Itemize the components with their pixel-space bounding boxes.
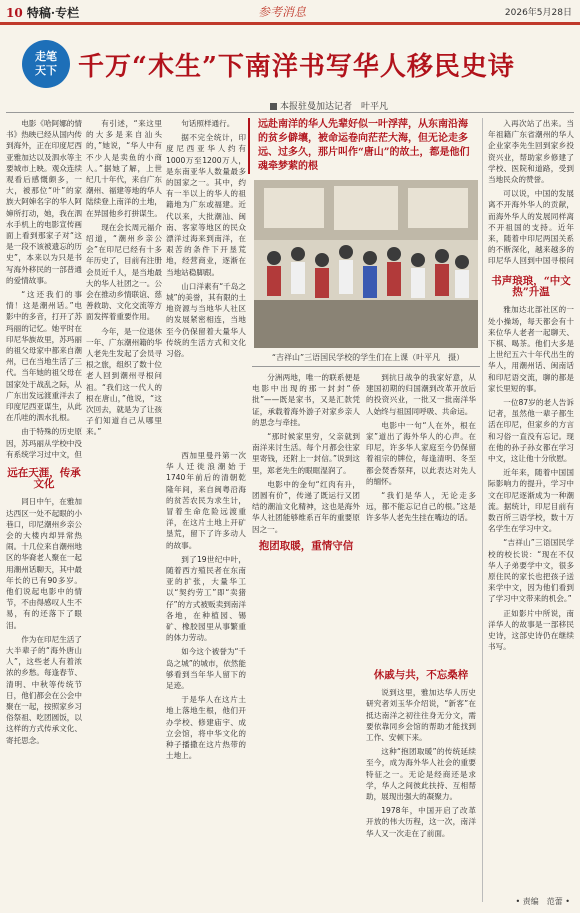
- editor-credit: • 责编 范蕾 •: [515, 897, 570, 906]
- subhead-3: 休戚与共，不忘桑梓: [373, 669, 469, 681]
- paragraph: 这种“抱团取暖”的传统延续至今，成为海外华人社会的重要特征之一。无论是经商还是求学，华人之间彼此扶持、互相帮助，展现出强大的凝聚力。: [366, 747, 476, 802]
- paragraph: “吉祥山”三语国民学校的校长说：“现在不仅华人子弟要学中文，很多原住民的家长也把孩子送来学中文，因为他们看到了学习中文带来的机会。”: [488, 538, 574, 604]
- article-column-3: [166, 118, 246, 448]
- paragraph: 今年，是一位退休一年、广东潮州籍的华人老先生发起了会员寻根之旅，组织了数十位老人回到潮州寻根问祖。“我们这一代人的根在唐山，”他说，“这次回去，就是为了让孩子们知道自己从哪里来。”: [86, 326, 162, 437]
- paragraph: “这还我们的事情！这是潮州话。”电影中的多音，打开了苏玛丽的记忆。她平时在印尼华族故里，苏玛丽的祖父母家中都来自潮州，已在当地生活了三代。当年她的祖父母在国家处于战乱之际，从广东出发远渡重洋去了印度尼西亚谋生，从此在爪哇的泗水扎根。: [6, 290, 82, 423]
- article-column-4: [252, 372, 360, 902]
- badge-line-2: 天下: [35, 64, 57, 77]
- article-column-1: [6, 118, 82, 460]
- masthead: 参考消息: [258, 5, 307, 19]
- paragraph: 山口洋素有“千岛之城”的美誉，其有限的土地资源与当地华人社区的发展紧密相连，当地至今仍保留着大量华人传统的生活方式和文化习俗。: [166, 281, 246, 359]
- paragraph: 一位87岁的老人告诉记者，虽然他一辈子都生活在印尼，但家乡的方言和习俗一直没有忘记。现在他的孙子孙女都在学习中文，这让他十分欣慰。: [488, 398, 574, 464]
- article-column-5: [366, 372, 476, 662]
- badge-line-1: 走笔: [35, 50, 57, 63]
- title-rule: [6, 112, 574, 113]
- byline-square-icon: [270, 103, 277, 110]
- paragraph: 据不完全统计，印度尼西亚华人约有1000万至1200万人，是东南亚华人数量最多的国家之一。其中，约有一半以上的华人的祖籍地为广东或福建。近代以来，大批潮汕、闽南、客家等地区的民众漂洋过海来到南洋，在艰苦的条件下开垦荒地，经营商业，逐渐在当地站稳脚跟。: [166, 133, 246, 277]
- paragraph: 到了19世纪中叶，随着西方殖民者在东南亚的扩张，大量华工以“契约劳工”即“卖猪仔”的方式被贩卖到南洋各地，在种植园、锡矿、橡胶园里从事繁重的体力劳动。: [166, 554, 246, 643]
- page-section-label: [6, 4, 79, 21]
- classroom-photo: [254, 180, 478, 348]
- paragraph: “我们是华人，无论走多远，都不能忘记自己的根。”这是许多华人老先生挂在嘴边的话。: [366, 491, 476, 523]
- section-name: 特稿·专栏: [26, 6, 80, 20]
- article-column-6: [488, 118, 574, 268]
- photo-rule: [252, 366, 480, 367]
- header-rule: [0, 22, 580, 25]
- byline: [270, 99, 388, 112]
- subhead-4: 书声琅琅，“中文热”升温: [491, 275, 571, 299]
- paragraph: 由于特殊的历史原因，苏玛丽从学校中没有系统学习过中文，但: [6, 427, 82, 459]
- paragraph: 现在会长周元福介绍道，“潮州乡亲公会”在印尼已经有十多年历史了，目前有注册会员近千人，是当地最大的华人社团之一。公会在推动乡情联谊、慈善救助、文化交流等方面发挥着重要作用。: [86, 222, 162, 322]
- paragraph: 电影中的金句“红肉有升，团圆有价”，传递了既运行又团结的潮汕文化精神，这也是海外华人社团能够维系百年的重要原因之一。: [252, 479, 360, 534]
- photo-caption: “吉祥山”三语国民学校的学生们在上课（叶平凡 摄）: [271, 353, 465, 362]
- paragraph: 作为在印尼生活了大半辈子的“海外唐山人”，这些老人有着浓浓的乡愁。每逢春节、清明、中秋等传统节日，他们都会在公会中聚在一起，按照家乡习俗祭祖、吃团圆饭，以这样的方式传承文化、寄托思念。: [6, 634, 82, 745]
- paragraph: 说到这里，雅加达华人历史研究者刘玉华介绍说，“新客”在抵达南洋之初往往身无分文，需要依靠同乡会馆的帮助才能找到工作、安顿下来。: [366, 688, 476, 743]
- paragraph: 可以说，中国的发展离不开海外华人的贡献，而海外华人的发展同样离不开祖国的支持。近年来，随着中印尼两国关系的不断深化，越来越多的印尼华人回到中国寻根问: [488, 189, 574, 266]
- paragraph: 分洲两地，唯一的联系便是电影中出现的那一封封“侨批”——既是家书，又是汇款凭证，承载着海外游子对家乡亲人的思念与牵挂。: [252, 373, 360, 427]
- headline: 千万“木生”下南洋书写华人移民史诗: [78, 52, 515, 82]
- paragraph: 雅加达北部社区的一处小操场，每天都会有十来位华人老者一起聊天、下棋、喝茶。他们大多是上世纪五六十年代出生的华人，用潮州话、闽南话和印尼语交流，聊的都是家长里短的事。: [488, 305, 574, 393]
- paragraph: 于是华人在这片土地上落地生根，他们开办学校、修建庙宇、成立会馆，将中华文化的种子播撒在这片热带的土地上。: [166, 695, 246, 761]
- paragraph: 近年来，随着中国国际影响力的提升，学习中文在印尼逐渐成为一种潮流。据统计，印尼目前有数百所三语学校，数十万名学生在学习中文。: [488, 468, 574, 534]
- article-column-6b: [488, 270, 574, 890]
- page-number: 10: [6, 6, 23, 20]
- paragraph: 入再次站了出来。当年祖籍广东省潮州的华人企业家李先生回到家乡投资兴业，帮助家乡修建了学校、医院和道路，受到当地民众的赞誉。: [488, 119, 574, 185]
- paragraph: 1978年，中国开启了改革开放的伟大历程，这一次，南洋华人又一次走在了前面。: [366, 806, 476, 838]
- article-column-3b: [166, 450, 246, 902]
- article-column-2: [86, 118, 162, 902]
- column-divider: [482, 118, 483, 902]
- subhead-1: 远在天涯，传承文化: [7, 467, 81, 491]
- paragraph: 电影中一句“人在外，根在家”道出了海外华人的心声。在印尼，许多华人家庭至今仍保留着祖宗的牌位，每逢清明、冬至都会焚香祭拜，以此表达对先人的缅怀。: [366, 420, 476, 486]
- paragraph: 同日中午，在雅加达西区一处不起眼的小巷口，印尼潮州乡亲公会的大楼内却异常热闹。十几位来自潮州地区的华裔老人聚在一起用潮州话聊天，其中最年长的已有90多岁。他们说起电影中的情节，不由得感叹人生不易，有的还落下了眼泪。: [6, 497, 82, 630]
- article-column-1b: [6, 462, 82, 902]
- column-badge: [22, 40, 70, 88]
- classroom-photo-illustration: [254, 180, 478, 348]
- paragraph: 电影《哈阿娜的情书》热映已经从国内传到海外，正在印度尼西亚雅加达以及泗水等主要城市上映。观众连续观看后感慨颇多，一大，被那位“叶”的家族大阿婶名字的华人阿婶所打动，她，我在泗水手机上的电影宣传画面上看到那家子对“这是一段不该被遗忘的历史”，本来以为只是书写海外移民的一部普通的爱情故事。: [6, 119, 82, 285]
- paragraph: 如今这个被誉为“千岛之城”的城市，依然能够看到当年华人留下的足迹。: [166, 647, 246, 691]
- paragraph: 有引述，“来这里的大多是来自汕头的，”她说，“华人中有不少人是卖鱼的小商人。”据她了解，上世纪几十年代，来自广东潮州、福建等地的华人陆续登上南洋的土地，在异国他乡打拼谋生。: [86, 119, 162, 218]
- paragraph: 正如影片中所说，南洋华人的故事是一部移民史诗，这部史诗仍在继续书写。: [488, 608, 574, 652]
- subhead-2: 抱团取暖，重情守信: [258, 539, 354, 552]
- pullquote-rule: [248, 118, 250, 174]
- article-column-5b: [366, 664, 476, 902]
- paragraph: “那时候家里穷，父亲就到南洋来讨生活。每个月都会往家里寄钱，还附上一封信。”说到这里，郑老先生的眼眶湿润了。: [252, 432, 360, 475]
- pullquote: 远赴南洋的华人先辈好似一叶浮萍，从东南沿海的贫乡僻壤，被命运卷向茫茫大海，但无论走多远、过多久，那片叫作“唐山”的故土，都是他们魂牵梦萦的根: [258, 119, 470, 172]
- issue-date: 2026年5月28日: [504, 8, 572, 18]
- byline-text: 本报驻曼加达记者 叶平凡: [280, 102, 389, 112]
- paragraph: 西加里曼丹第一次华人迁徙浪潮始于1740年前后的清朝乾隆年间，来自闽粤沿海的贫苦农民为求生计，冒着生命危险远渡重洋，在这片土地上开矿垦荒，留下了许多动人的故事。: [166, 451, 246, 550]
- paragraph: 到抗日战争的我家好意，从建国初期的归国潮到改革开放后的投资兴业，一批又一批南洋华人始终与祖国同呼吸、共命运。: [366, 373, 476, 416]
- paragraph: 句话照样通行。: [181, 119, 235, 128]
